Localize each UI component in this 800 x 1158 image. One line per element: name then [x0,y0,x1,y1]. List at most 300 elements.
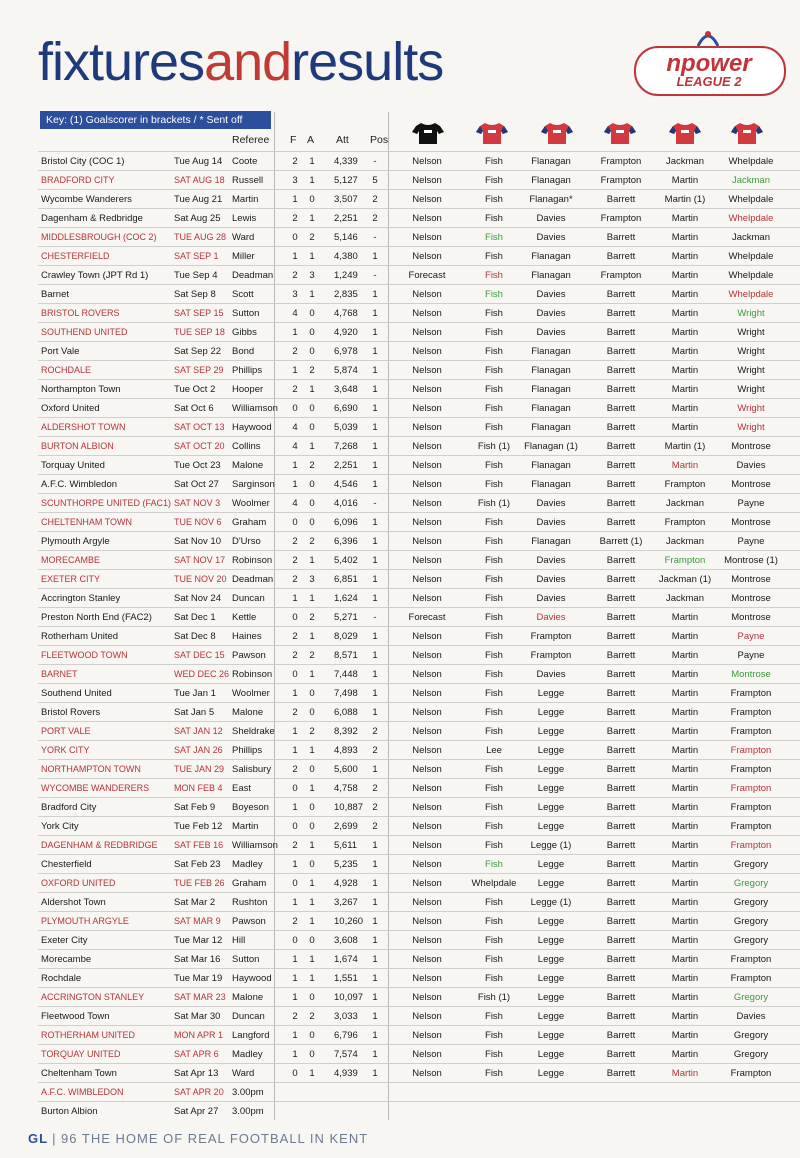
player-6: Frampton [730,726,772,737]
fixture-row [38,873,800,893]
player-1: Nelson [412,175,442,186]
league-position: 1 [372,897,378,908]
fixture-row [38,1082,800,1102]
score-for: 4 [292,441,298,452]
referee: Robinson [232,555,273,566]
opponent: Aldershot Town [41,897,106,908]
opponent: CHELTENHAM TOWN [41,517,133,527]
player-5: Frampton [664,517,706,528]
referee: Pawson [232,916,266,927]
player-2: Fish [485,251,503,262]
player-4: Barrett [606,707,636,718]
player-4: Barrett (1) [599,536,643,547]
player-6: Davies [736,1011,766,1022]
player-3: Flanagan [531,270,571,281]
player-1: Nelson [412,783,442,794]
player-2: Fish [485,783,503,794]
player-5: Martin [671,631,699,642]
fixture-row [38,930,800,950]
attendance: 4,939 [334,1068,358,1079]
league-position: 1 [372,707,378,718]
referee: Williamson [232,403,278,414]
score-for: 2 [292,764,298,775]
referee: Haywood [232,973,272,984]
attendance: 6,796 [334,1030,358,1041]
score-against: 2 [309,726,315,737]
match-date: SAT SEP 29 [174,365,224,375]
player-2: Fish [485,270,503,281]
player-1: Nelson [412,365,442,376]
player-3: Legge [537,859,565,870]
match-date: SAT MAR 9 [174,916,221,926]
player-5: Martin [671,213,699,224]
player-5: Martin [671,669,699,680]
player-1: Nelson [412,669,442,680]
match-date: SAT FEB 16 [174,840,224,850]
attendance: 3,267 [334,897,358,908]
score-against: 0 [309,992,315,1003]
league-position: 1 [372,688,378,699]
player-2: Fish [485,821,503,832]
referee: Martin [232,194,259,205]
score-for: 2 [292,574,298,585]
player-6: Gregory [733,878,769,889]
fixture-row [38,759,800,779]
player-5: Martin (1) [664,441,706,452]
opponent: SCUNTHORPE UNITED (FAC1) [41,498,172,508]
player-1: Nelson [412,688,442,699]
attendance: 1,624 [334,593,358,604]
player-1: Nelson [412,441,442,452]
player-5: Martin [671,726,699,737]
score-against: 2 [309,612,315,623]
gl-mark: GL [28,1131,49,1146]
attendance: 5,146 [334,232,358,243]
player-1: Nelson [412,1030,442,1041]
player-3: Davies [536,669,566,680]
player-4: Barrett [606,251,636,262]
score-for: 3 [292,289,298,300]
player-5: Martin [671,365,699,376]
player-4: Frampton [600,175,642,186]
score-against: 0 [309,308,315,319]
player-4: Barrett [606,992,636,1003]
attendance: 4,016 [334,498,358,509]
player-1: Nelson [412,878,442,889]
fixture-row [38,778,800,798]
referee: Coote [232,156,258,167]
score-against: 1 [309,840,315,851]
match-date: SAT SEP 1 [174,251,219,261]
score-for: 1 [292,802,298,813]
player-6: Frampton [730,745,772,756]
attendance: 1,249 [334,270,358,281]
league-position: 2 [372,194,378,205]
player-3: Davies [536,232,566,243]
player-4: Barrett [606,308,636,319]
fixture-row [38,246,800,266]
score-against: 1 [309,669,315,680]
match-date: Sat Dec 8 [174,631,216,642]
match-date: TUE SEP 18 [174,327,225,337]
match-date: WED DEC 26 [174,669,230,679]
player-6: Montrose (1) [724,555,778,566]
fixture-row [38,607,800,627]
referee: Phillips [232,365,263,376]
score-against: 2 [309,536,315,547]
opponent: Fleetwood Town [41,1011,110,1022]
red-blue-shirt-icon [476,121,508,145]
player-6: Whelpdale [728,251,774,262]
referee: Boyeson [232,802,269,813]
player-2: Fish [485,327,503,338]
league-position: 1 [372,1011,378,1022]
player-5: Martin [671,1068,699,1079]
player-2: Fish [485,593,503,604]
player-3: Flanagan* [529,194,573,205]
player-6: Gregory [733,935,769,946]
score-against: 0 [309,707,315,718]
opponent: WYCOMBE WANDERERS [41,783,150,793]
header-referee: Referee [232,134,270,146]
player-6: Frampton [730,954,772,965]
player-5: Martin [671,422,699,433]
header-pos: Pos [370,134,389,146]
player-5: Martin [671,707,699,718]
player-3: Flanagan [531,251,571,262]
player-4: Frampton [600,156,642,167]
referee: Williamson [232,840,278,851]
referee: Madley [232,859,263,870]
opponent: Southend United [41,688,112,699]
fixture-row [38,1044,800,1064]
score-for: 1 [292,593,298,604]
referee: Lewis [232,213,257,224]
attendance: 1,674 [334,954,358,965]
player-4: Barrett [606,232,636,243]
player-2: Fish [485,175,503,186]
referee: Collins [232,441,261,452]
player-2: Fish [485,213,503,224]
player-6: Frampton [730,688,772,699]
player-2: Fish [485,555,503,566]
player-2: Fish [485,156,503,167]
opponent: Morecambe [41,954,92,965]
score-against: 1 [309,441,315,452]
opponent: Bristol Rovers [41,707,101,718]
opponent: MORECAMBE [41,555,101,565]
player-4: Barrett [606,384,636,395]
player-3: Legge [537,973,565,984]
match-date: Sat Sep 22 [174,346,222,357]
player-5: Martin [671,878,699,889]
attendance: 2,699 [334,821,358,832]
player-5: Martin (1) [664,194,706,205]
player-3: Flanagan [531,384,571,395]
score-against: 1 [309,213,315,224]
score-against: 1 [309,289,315,300]
player-3: Legge [537,764,565,775]
attendance: 10,260 [334,916,364,927]
league-position: 2 [372,213,378,224]
referee: Duncan [232,593,265,604]
score-for: 1 [292,973,298,984]
player-6: Montrose [731,612,771,623]
attendance: 6,690 [334,403,358,414]
red-blue-shirt-icon [604,121,636,145]
player-6: Gregory [733,859,769,870]
fixture-row [38,797,800,817]
player-6: Gregory [733,1030,769,1041]
attendance: 4,758 [334,783,358,794]
opponent: TORQUAY UNITED [41,1049,121,1059]
score-for: 2 [292,707,298,718]
fixture-row [38,702,800,722]
attendance: 2,251 [334,460,358,471]
opponent: Port Vale [41,346,80,357]
league-position: 1 [372,973,378,984]
match-date: Tue Mar 12 [174,935,223,946]
score-for: 4 [292,308,298,319]
score-against: 1 [309,251,315,262]
match-date: Tue Oct 23 [174,460,221,471]
player-6: Montrose [731,517,771,528]
score-against: 2 [309,650,315,661]
player-2: Lee [486,745,502,756]
league-position: 1 [372,517,378,528]
league-position: - [373,232,377,243]
fixture-row [38,835,800,855]
player-5: Martin [671,403,699,414]
attendance: 6,851 [334,574,358,585]
player-2: Fish [485,802,503,813]
league-position: 1 [372,916,378,927]
player-1: Nelson [412,650,442,661]
match-date: Sat Dec 1 [174,612,216,623]
attendance: 5,402 [334,555,358,566]
opponent: Burton Albion [41,1106,98,1117]
match-date: Sat Sep 8 [174,289,216,300]
score-for: 1 [292,365,298,376]
player-5: Martin [671,346,699,357]
player-3: Davies [536,327,566,338]
match-date: Tue Aug 21 [174,194,223,205]
attendance: 10,097 [334,992,364,1003]
player-6: Wright [737,346,765,357]
player-4: Barrett [606,194,636,205]
player-6: Frampton [730,783,772,794]
player-4: Barrett [606,517,636,528]
league-position: 1 [372,441,378,452]
score-for: 1 [292,327,298,338]
score-against: 1 [309,973,315,984]
league-position: 2 [372,821,378,832]
score-against: 0 [309,1030,315,1041]
player-1: Nelson [412,479,442,490]
player-4: Barrett [606,802,636,813]
key-bar: Key: (1) Goalscorer in brackets / * Sent off [40,111,271,129]
fixture-row [38,531,800,551]
fixture-row [38,436,800,456]
referee: Hill [232,935,246,946]
opponent: SOUTHEND UNITED [41,327,128,337]
score-for: 2 [292,650,298,661]
player-4: Frampton [600,270,642,281]
score-against: 1 [309,593,315,604]
player-2: Fish [485,612,503,623]
fixture-row [38,227,800,247]
player-1: Nelson [412,859,442,870]
league-position: - [373,612,377,623]
opponent: Torquay United [41,460,105,471]
score-for: 2 [292,346,298,357]
player-4: Barrett [606,973,636,984]
player-3: Legge [537,1011,565,1022]
match-date: SAT AUG 18 [174,175,225,185]
referee: Woolmer [232,688,270,699]
player-1: Nelson [412,403,442,414]
league-position: 1 [372,251,378,262]
player-4: Barrett [606,346,636,357]
score-for: 2 [292,840,298,851]
player-1: Nelson [412,574,442,585]
player-5: Martin [671,232,699,243]
attendance: 10,887 [334,802,364,813]
score-for: 1 [292,1030,298,1041]
opponent: Rotherham United [41,631,119,642]
score-for: 0 [292,821,298,832]
player-1: Nelson [412,1068,442,1079]
player-2: Fish [485,688,503,699]
player-2: Fish [485,194,503,205]
player-5: Martin [671,802,699,813]
player-4: Barrett [606,1049,636,1060]
score-for: 0 [292,935,298,946]
player-5: Martin [671,897,699,908]
match-date: SAT SEP 15 [174,308,224,318]
referee: Madley [232,1049,263,1060]
fixture-row [38,721,800,741]
score-against: 0 [309,935,315,946]
league-position: - [373,270,377,281]
referee: Malone [232,707,264,718]
fixture-row [38,417,800,437]
score-for: 0 [292,517,298,528]
player-2: Whelpdale [471,878,517,889]
player-6: Frampton [730,840,772,851]
fixture-row [38,151,800,171]
league-position: 2 [372,802,378,813]
header-f: F [290,134,297,146]
league-position: 1 [372,365,378,376]
referee: Malone [232,992,264,1003]
score-against: 0 [309,194,315,205]
player-4: Barrett [606,403,636,414]
score-against: 1 [309,1068,315,1079]
attendance: 5,127 [334,175,358,186]
player-1: Nelson [412,422,442,433]
player-4: Barrett [606,555,636,566]
player-1: Nelson [412,289,442,300]
league-position: 1 [372,859,378,870]
player-3: Frampton [530,631,572,642]
opponent: BURTON ALBION [41,441,114,451]
player-6: Frampton [730,973,772,984]
player-5: Martin [671,1030,699,1041]
attendance: 6,978 [334,346,358,357]
fixture-row [38,588,800,608]
score-for: 1 [292,194,298,205]
player-5: Frampton [664,479,706,490]
red-blue-shirt-icon [669,121,701,145]
referee: East [232,783,252,794]
opponent: Rochdale [41,973,82,984]
opponent: Wycombe Wanderers [41,194,132,205]
score-for: 4 [292,498,298,509]
player-4: Barrett [606,612,636,623]
player-2: Fish [485,897,503,908]
player-1: Nelson [412,1049,442,1060]
match-date: Sat Nov 10 [174,536,221,547]
player-1: Nelson [412,935,442,946]
attendance: 4,920 [334,327,358,338]
score-against: 0 [309,859,315,870]
crest-icon [696,28,720,48]
score-against: 1 [309,384,315,395]
score-for: 2 [292,270,298,281]
player-3: Davies [536,612,566,623]
referee: Scott [232,289,254,300]
score-for: 0 [292,612,298,623]
score-against: 1 [309,175,315,186]
player-6: Whelpdale [728,270,774,281]
attendance: 4,380 [334,251,358,262]
league-position: 1 [372,384,378,395]
player-5: Martin [671,270,699,281]
player-6: Frampton [730,802,772,813]
player-4: Barrett [606,1030,636,1041]
score-against: 0 [309,821,315,832]
player-4: Barrett [606,669,636,680]
player-4: Barrett [606,289,636,300]
footer-text: | 96 THE HOME OF REAL FOOTBALL IN KENT [52,1131,369,1146]
fixture-row [38,683,800,703]
player-6: Montrose [731,593,771,604]
fixture-row [38,892,800,912]
referee: Russell [232,175,264,186]
player-5: Martin [671,859,699,870]
score-against: 2 [309,1011,315,1022]
opponent: Northampton Town [41,384,121,395]
player-2: Fish [485,422,503,433]
opponent: Chesterfield [41,859,92,870]
player-3: Davies [536,517,566,528]
opponent: ACCRINGTON STANLEY [41,992,145,1002]
player-6: Whelpdale [728,213,774,224]
player-1: Nelson [412,384,442,395]
fixture-row [38,1025,800,1045]
fixture-row [38,474,800,494]
opponent: PORT VALE [41,726,91,736]
attendance: 5,235 [334,859,358,870]
player-5: Martin [671,954,699,965]
fixture-row [38,303,800,323]
score-for: 2 [292,916,298,927]
player-1: Nelson [412,707,442,718]
player-5: Martin [671,992,699,1003]
player-4: Barrett [606,878,636,889]
opponent: Bristol City (COC 1) [41,156,125,167]
